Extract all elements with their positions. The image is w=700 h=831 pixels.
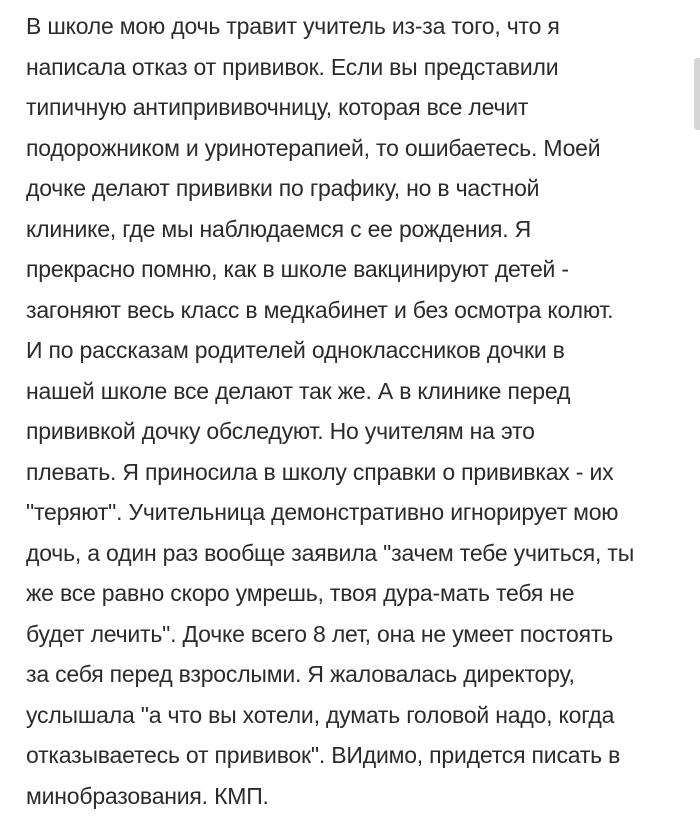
post-text-line: отказываетесь от прививок". ВИдимо, придется писать в [26, 742, 621, 768]
post-text-line: "теряют". Учительница демонстративно игнорирует мою [26, 499, 619, 525]
post-text-line: нашей школе все делают так же. А в клинике перед [26, 377, 571, 404]
post-text-line: В школе мою дочь травит учитель из-за того, что я [26, 13, 560, 39]
post-text-line: написала отказ от прививок. Если вы представили [26, 53, 559, 80]
post-body [26, 6, 686, 816]
post-text-line: будет лечить". Дочке всего 8 лет, она не умеет постоять [26, 620, 613, 647]
post-text-line: услышала "а что вы хотели, думать головой надо, когда [26, 701, 615, 728]
post-text-line: дочке делают прививки по графику, но в частной [26, 175, 540, 201]
scrollbar-thumb[interactable] [694, 58, 700, 130]
post-text-line: же все равно скоро умрешь, твоя дура-мать тебя не [26, 580, 575, 606]
post-text-line: плевать. Я приносила в школу справки о прививках - их [26, 458, 614, 485]
post-text-line: дочь, а один раз вообще заявила "зачем тебе учиться, ты [26, 539, 635, 566]
post-text-line: И по рассказам родителей одноклассников дочки в [26, 337, 565, 363]
post-text-line: прививкой дочку обследуют. Но учителям на это [26, 418, 535, 444]
post-text-line: загоняют весь класс в медкабинет и без осмотра колют. [26, 296, 614, 323]
post-text-line: прекрасно помню, как в школе вакцинируют детей - [26, 256, 569, 282]
post-text-line: типичную антипрививочницу, которая все лечит [26, 94, 529, 120]
post-text-line: подорожником и уринотерапией, то ошибаетесь. Моей [26, 134, 601, 161]
post-text-line: клинике, где мы наблюдаемся с ее рождения. Я [26, 215, 532, 242]
post-text-line: минобразования. КМП. [26, 782, 269, 809]
post-text-line: за себя перед взрослыми. Я жаловалась директору, [26, 661, 575, 687]
